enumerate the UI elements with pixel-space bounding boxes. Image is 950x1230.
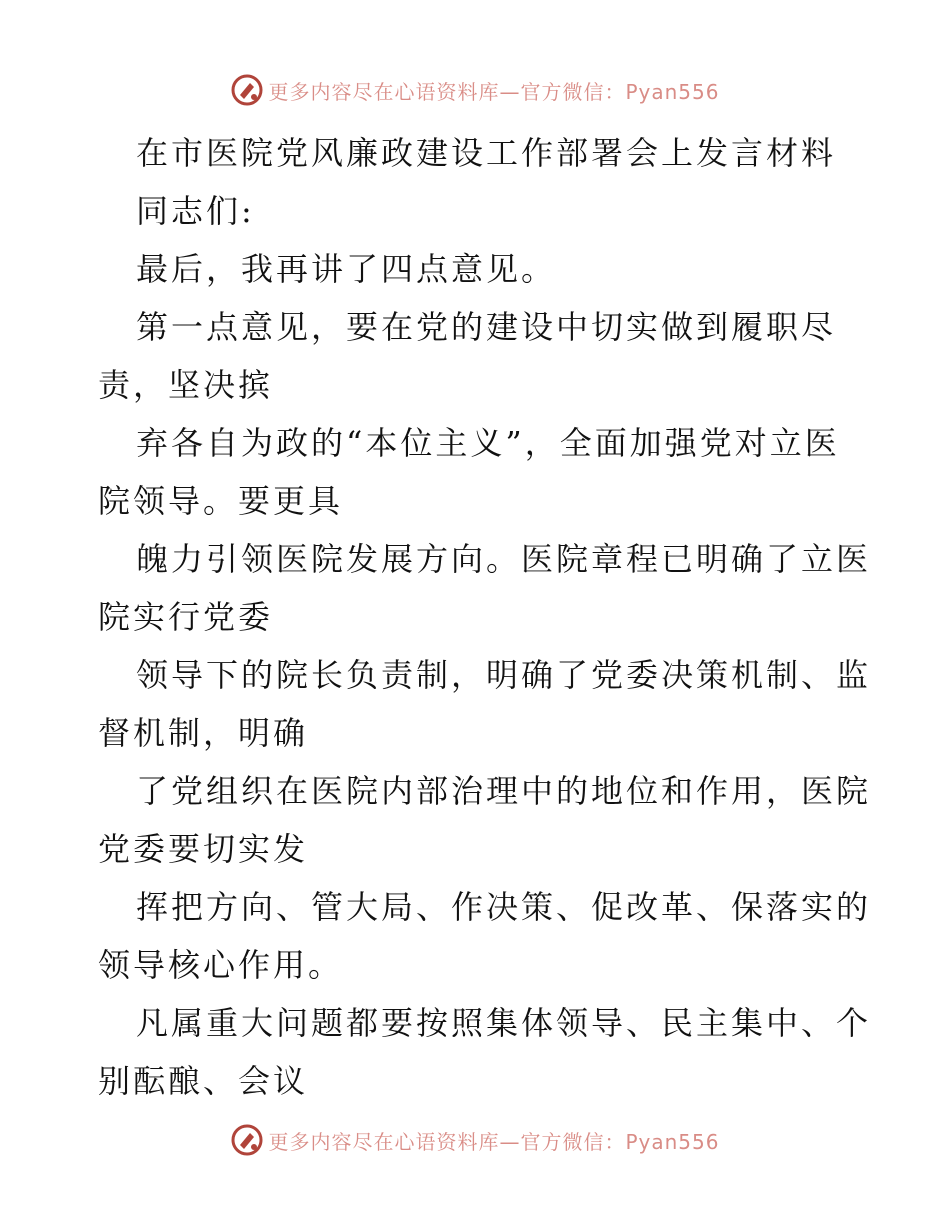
watermark-banner-top [0,70,950,110]
logo-icon [230,1123,264,1157]
text-line: 院实行党委 [98,598,274,636]
text-line: 在市医院党风廉政建设工作部署会上发言材料 [136,134,837,172]
text-line: 院领导。要更具 [98,482,344,520]
document-body [98,124,872,1110]
text-line: 了党组织在医院内部治理中的地位和作用，医院 [136,772,872,810]
text-line: 同志们: [136,192,255,230]
text-line: 别酝酿、会议 [98,1062,309,1100]
text-line: 魄力引领医院发展方向。医院章程已明确了立医 [136,540,872,578]
watermark-banner-bottom [0,1120,950,1160]
text-line: 挥把方向、管大局、作决策、促改革、保落实的 [136,888,872,926]
text-line: 责，坚决摈 [98,366,274,404]
text-line: 凡属重大问题都要按照集体领导、民主集中、个 [136,1004,872,1042]
text-line: 第一点意见，要在党的建设中切实做到履职尽 [136,308,837,346]
text-line: 党委要切实发 [98,830,309,868]
logo-icon [230,73,264,107]
text-line: 督机制，明确 [98,714,309,752]
text-line: 最后，我再讲了四点意见。 [136,250,557,288]
text-line: 弃各自为政的“本位主义”，全面加强党对立医 [136,424,840,462]
watermark-text: 更多内容尽在心语资料库—官方微信：Pyan556 [268,79,720,104]
watermark-text: 更多内容尽在心语资料库—官方微信：Pyan556 [268,1129,720,1154]
text-line: 领导核心作用。 [98,946,344,984]
text-line: 领导下的院长负责制，明确了党委决策机制、监 [136,656,872,694]
